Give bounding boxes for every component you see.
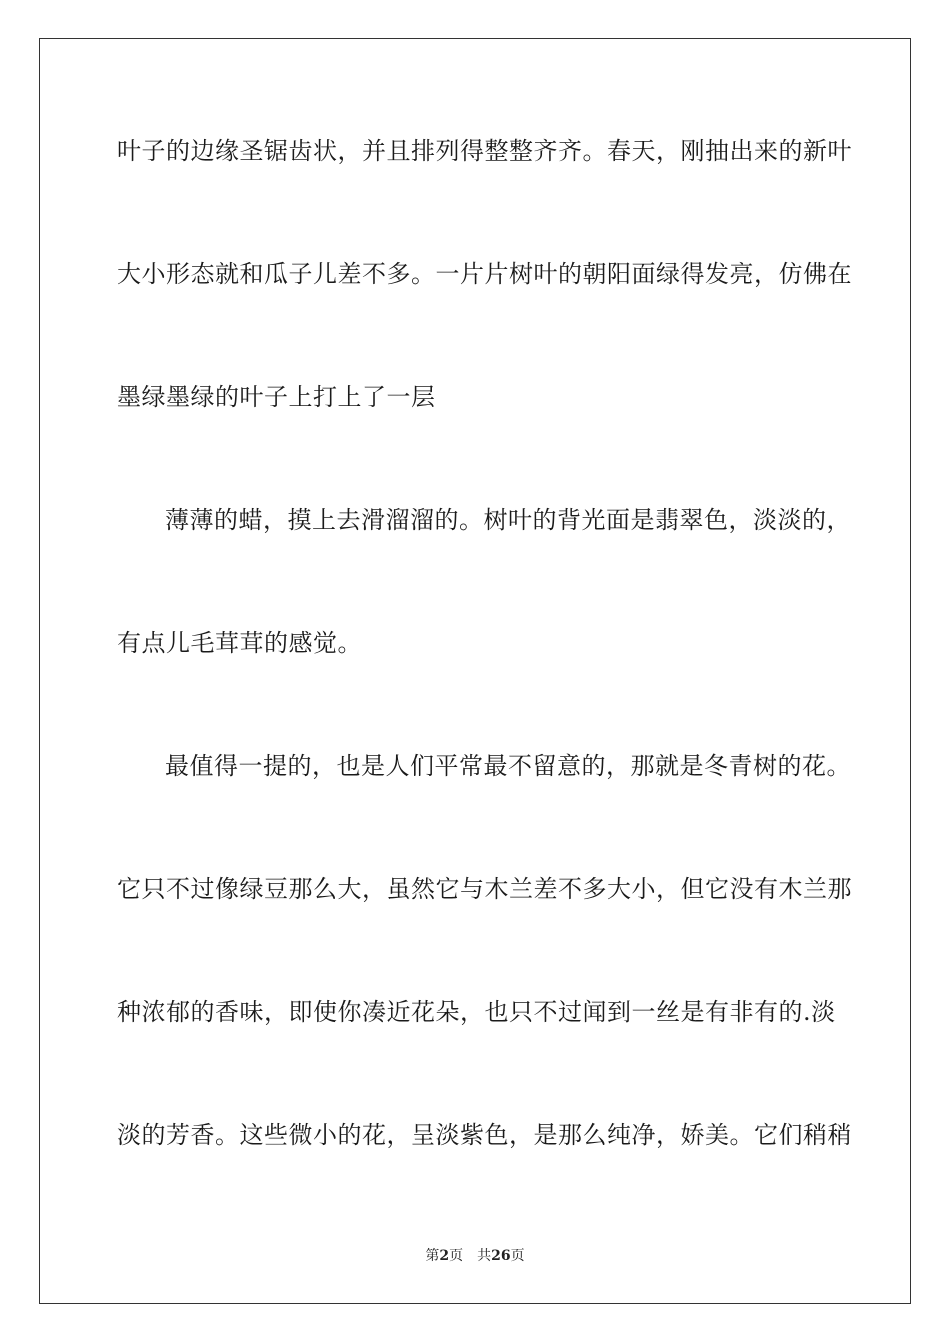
text-line-4-indented: 薄薄的蜡，摸上去滑溜溜的。树叶的背光面是翡翠色，淡淡的， [165, 506, 851, 534]
footer-page-prefix: 第 [425, 1248, 440, 1264]
text-line-1: 叶子的边缘圣锯齿状，并且排列得整整齐齐。春天，刚抽出来的新叶 [117, 137, 852, 165]
footer-total-prefix: 共 [477, 1248, 492, 1264]
footer-total-pages: 26 [491, 1248, 511, 1264]
text-line-7: 它只不过像绿豆那么大，虽然它与木兰差不多大小，但它没有木兰那 [117, 875, 852, 903]
text-line-2: 大小形态就和瓜子儿差不多。一片片树叶的朝阳面绿得发亮，仿佛在 [117, 260, 852, 288]
text-line-5: 有点儿毛茸茸的感觉。 [117, 629, 362, 657]
text-line-3: 墨绿墨绿的叶子上打上了一层 [117, 383, 436, 411]
text-line-8: 种浓郁的香味，即使你凑近花朵，也只不过闻到一丝是有非有的.淡 [117, 998, 836, 1026]
page-footer [0, 1247, 950, 1265]
page-border [39, 38, 911, 1304]
footer-total-suffix: 页 [510, 1248, 525, 1264]
footer-page-suffix: 页 [449, 1248, 464, 1264]
text-line-6-indented: 最值得一提的，也是人们平常最不留意的，那就是冬青树的花。 [165, 752, 851, 780]
text-line-9: 淡的芳香。这些微小的花，呈淡紫色，是那么纯净，娇美。它们稍稍 [117, 1121, 852, 1149]
footer-page-number: 2 [439, 1248, 450, 1264]
